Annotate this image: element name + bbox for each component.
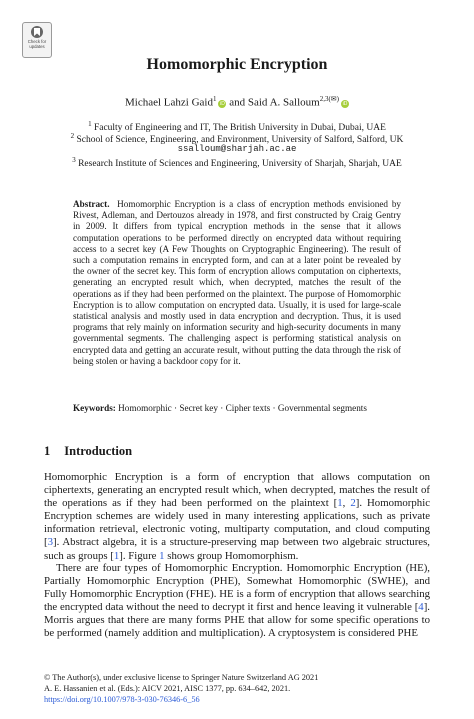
para-text: There are four types of Homomorphic Encryption. Homomorphic Encryption (HE), Partially Homomorphic Encryption (PHE), Somewhat Homomorphic (SWHE), and Fully Homomorphic Encryption (FHE). HE is a form of encryption that allows searching the encrypted data without the need to decrypt it first and hence leaving it vulnerable [ [44, 562, 430, 614]
keywords-text: Homomorphic · Secret key · Cipher texts · Governmental segments [118, 403, 367, 413]
doi-link[interactable]: https://doi.org/10.1007/978-3-030-76346-6_56 [44, 695, 200, 704]
badge-label: Check for updates [27, 39, 47, 49]
para-text: ]. Morris argues that there are many forms PHE that allow for some specific operations to be performed (namely addition and multiplication). A cryptosystem is considered PHE [44, 601, 430, 640]
author-line [0, 95, 474, 109]
orcid-icon[interactable]: iD [342, 100, 348, 107]
affiliation-3 [0, 156, 474, 169]
abstract-text: Homomorphic Encryption is a class of encryption methods envisioned by Rivest, Adleman, and Dertouzos already in 1978, and first constructed by Craig Gentry in 2009. It differs from typical encryption methods in the sense that it allows computation operations to be performed directly on encrypted data without requiring access to a secret key (A Few Thoughts on Cryptographic Engineering). The result of such a computation remains in encrypted form, and can at a later point be revealed by the owner of the secret key. This form of encryption allows computation on ciphertexts, generating an encrypted result which, when decrypted, matches the result of the operations as if they had been performed on the plaintext. The purpose of Homomorphic Encryption is to allow computation on encrypted data. Usually, it is used for large-scale statistical analysis and mostly used in data encryption and decryption. Thus, it is used programs that rely mainly on information security and high-security documents in many governmental segments. The challenging aspect is performing statistical analysis on encrypted data and getting an accurate result, without putting the data through the risk of being stolen or having a backdoor copy for it. [73, 199, 402, 366]
keywords-label: Keywords: [73, 403, 116, 413]
intro-paragraph-1 [44, 471, 430, 563]
para-text: ]. Figure [119, 549, 160, 562]
para-text: shows group Homomorphism. [164, 549, 299, 562]
citation-line: A. E. Hassanien et al. (Eds.): AICV 2021, AISC 1377, pp. 634–642, 2021. [44, 684, 291, 693]
para-text: Homomorphic Encryption is a form of encryption that allows computation on ciphertexts, generating an encrypted result which, when decrypted, matches the result of the operations as if they had been performed on the plaintext [ [44, 471, 430, 510]
copyright-line: © The Author(s), under exclusive license to Springer Nature Switzerland AG 2021 [44, 673, 319, 682]
citation-link[interactable]: 1 [337, 497, 343, 510]
author-connector: and [226, 96, 248, 109]
abstract-label: Abstract. [73, 199, 110, 209]
affiliation-1-text: Faculty of Engineering and IT, The British University in Dubai, Dubai, UAE [93, 123, 386, 134]
affiliation-3-text: Research Institute of Sciences and Engineering, University of Sharjah, Sharjah, UAE [78, 159, 402, 170]
bookmark-icon [31, 26, 43, 38]
intro-paragraph-2 [44, 562, 430, 641]
citation-link[interactable]: 1 [113, 549, 120, 562]
citation-link[interactable]: 2 [350, 497, 356, 510]
affiliation-2-number: 2 [70, 132, 75, 140]
citation-link[interactable]: 4 [418, 601, 424, 614]
check-for-updates-badge[interactable] [22, 22, 52, 58]
affiliation-1-number: 1 [88, 120, 92, 128]
affiliation-2-text: School of Science, Engineering, and Environment, University of Salford, Salford, UK [76, 135, 404, 146]
author-2-name: Said A. Salloum [247, 96, 320, 109]
section-title: Introduction [64, 444, 133, 458]
orcid-icon[interactable]: iD [220, 100, 225, 107]
para-text: ]. Abstract algebra, it is a structure-preserving map between two algebraic structures, such as groups [ [44, 536, 430, 562]
abstract [73, 199, 401, 367]
author-1-name: Michael Lahzi Gaid [125, 96, 213, 109]
copyright-footer [44, 672, 434, 705]
section-number: 1 [44, 444, 51, 458]
author-email[interactable]: ssalloum@sharjah.ac.ae [177, 144, 297, 154]
author-1-sup: 1 [212, 95, 217, 103]
para-text: , [342, 497, 351, 510]
paper-title: Homomorphic Encryption [146, 56, 328, 73]
author-2-sup: 2,3(✉) [319, 95, 339, 103]
figure-link[interactable]: 1 [159, 549, 165, 562]
affiliation-3-number: 3 [72, 156, 76, 164]
para-text: ]. Homomorphic Encryption schemes are widely used in many interesting applications, such as private information retrieval, electronic voting, multiparty computation, and cloud computing [ [44, 497, 430, 549]
section-heading [44, 444, 132, 459]
citation-link[interactable]: 3 [47, 536, 54, 549]
keywords [73, 403, 413, 413]
